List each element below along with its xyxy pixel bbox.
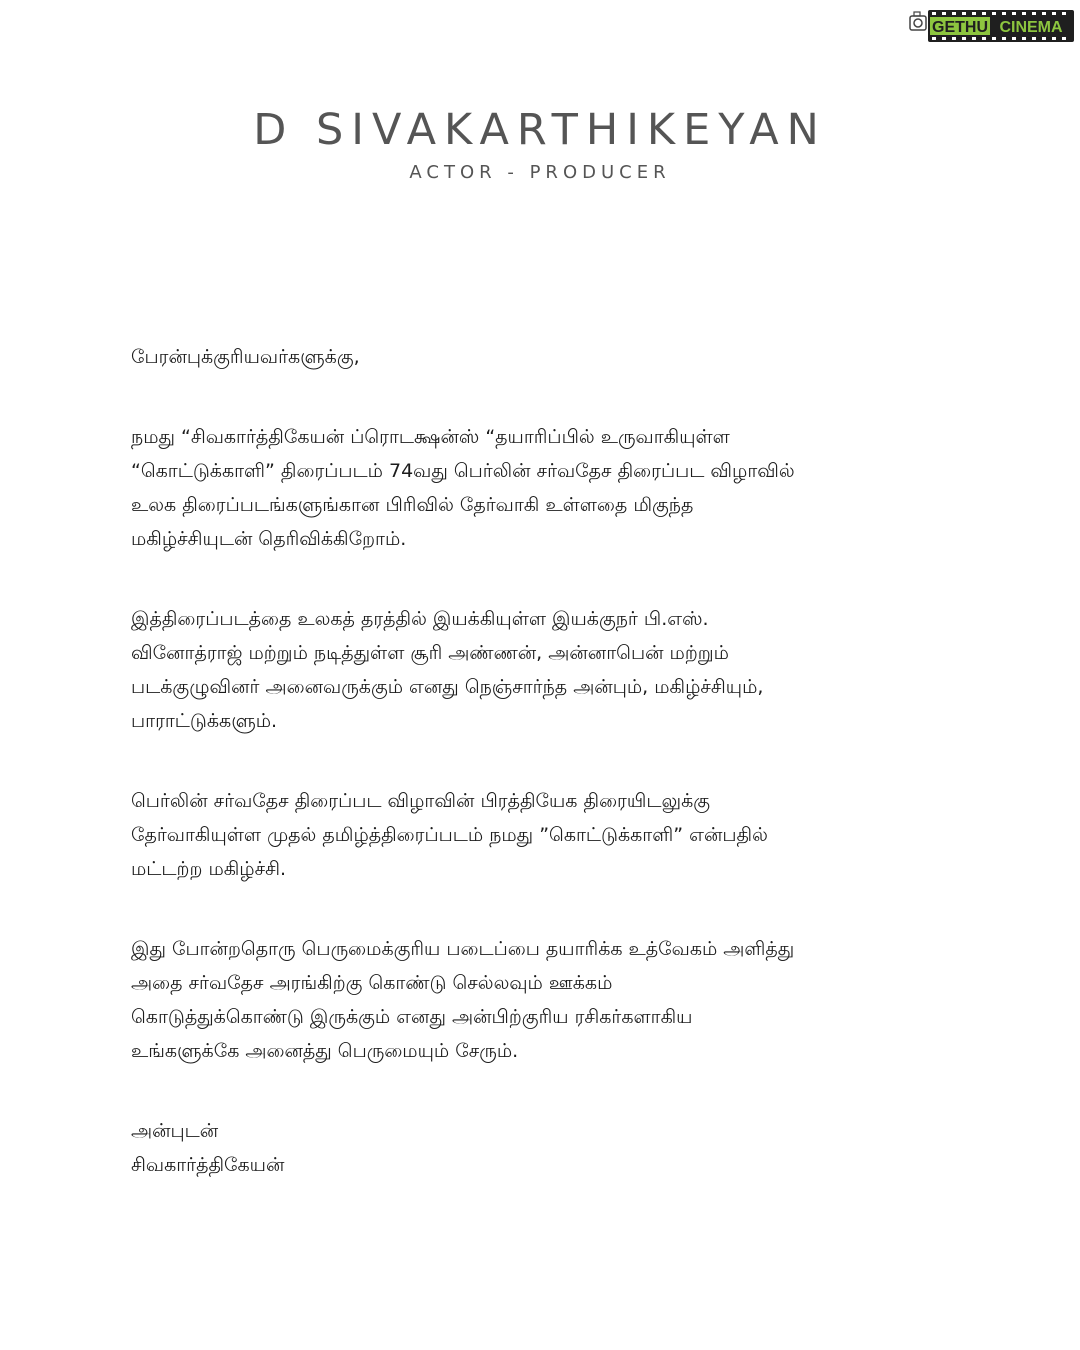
letter-salutation: பேரன்புக்குரியவர்களுக்கு, <box>131 346 360 368</box>
letterhead-role: ACTOR - PRODUCER <box>409 162 671 183</box>
watermark-text-gethu: GETHU <box>932 19 988 36</box>
letterhead <box>0 104 1080 184</box>
letter-body <box>131 340 961 1182</box>
letter-paragraph-4: இது போன்றதொரு பெருமைக்குரிய படைப்பை தயாரிக்க உத்வேகம் அளித்து அதை சர்வதேச அரங்கிற்கு கொண்டு செல்லவும் ஊக்கம் கொடுத்துக்கொண்டு இருக்கும் எனது அன்பிற்குரிய ரசிகர்களாகிய உங்களுக்கே அனைத்து பெருமையும் சேரும். <box>131 938 795 1062</box>
letter-paragraph-1: நமது “சிவகார்த்திகேயன் ப்ரொடக்ஷன்ஸ் “தயாரிப்பில் உருவாகியுள்ள “கொட்டுக்காளி” திரைப்படம் 74வது பெர்லின் சர்வதேச திரைப்பட விழாவில் உலக திரைப்படங்களுங்கான பிரிவில் தேர்வாகி உள்ளதை மிகுந்த மகிழ்ச்சியுடன் தெரிவிக்கிறோம். <box>131 426 795 550</box>
letterhead-name: D SIVAKARTHIKEYAN <box>253 105 827 155</box>
letter-signature: சிவகார்த்திகேயன் <box>131 1154 285 1176</box>
letter-closing: அன்புடன் <box>131 1120 219 1142</box>
letter-paragraph-2: இத்திரைப்படத்தை உலகத் தரத்தில் இயக்கியுள்ள இயக்குநர் பி.எஸ். வினோத்ராஜ் மற்றும் நடித்துள்ள சூரி அண்ணன், அன்னாபென் மற்றும் படக்குழுவினர் அனைவருக்கும் எனது நெஞ்சார்ந்த அன்பும், மகிழ்ச்சியும், பாராட்டுக்களும். <box>131 608 764 732</box>
watermark-text-cinema: CINEMA <box>999 19 1063 36</box>
film-strip-camera-icon <box>908 6 1076 46</box>
gethu-cinema-watermark <box>908 6 1076 46</box>
letter-paragraph-3: பெர்லின் சர்வதேச திரைப்பட விழாவின் பிரத்தியேக திரையிடலுக்கு தேர்வாகியுள்ள முதல் தமிழ்த்திரைப்படம் நமது ”கொட்டுக்காளி” என்பதில் மட்டற்ற மகிழ்ச்சி. <box>131 790 768 880</box>
